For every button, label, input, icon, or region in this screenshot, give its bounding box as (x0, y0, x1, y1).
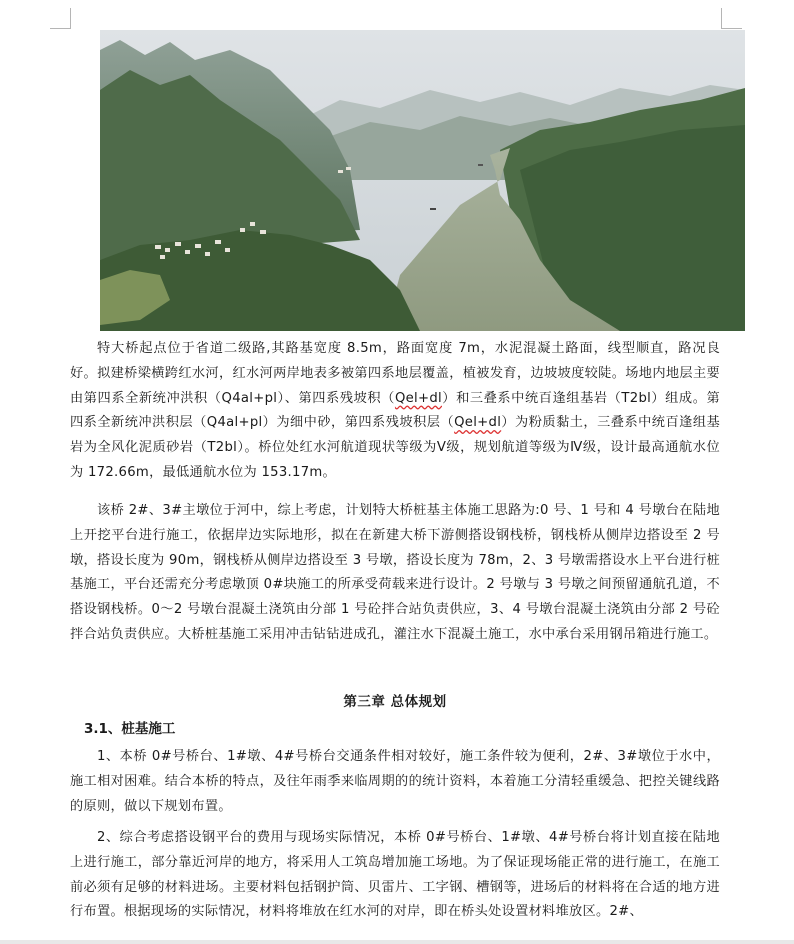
paragraph-item-2 (70, 826, 720, 925)
paragraph-text: 2、综合考虑搭设钢平台的费用与现场实际情况，本桥 0#号桥台、1#墩、4#号桥台将计划直接在陆地上进行施工，部分靠近河岸的地方，将采用人工筑岛增加施工场地。为了保证现场能正常的进行施工，在施工前必须有足够的材料进场。主要材料包括钢护筒、贝雷片、工字钢、槽钢等，进场后的材料将在合适的地方进行布置。根据现场的实际情况，材料将堆放在红水河的对岸，即在桥头处设置材料堆放区。2#、 (70, 830, 720, 920)
chapter-heading: 第三章 总体规划 (343, 694, 447, 710)
crop-mark-top-left (50, 8, 71, 29)
section-heading: 3.1、桩基施工 (84, 721, 176, 737)
paragraph-item-1 (70, 745, 720, 819)
photo-illustration (100, 30, 745, 331)
paragraph-text: ）和三叠系中统百逢组基岩（T2bl）组成。第四系全新统冲洪积层（Q4al+pl）为细中砂，第四系残坡积层（ (70, 390, 720, 431)
paragraph-text: ）为粉质黏土，三叠系中统百逢组基岩为全风化泥质砂岩（T2bl）。桥位处红水河航道现状等级为Ⅴ级，规划航道等级为Ⅳ级，设计最高通航水位为 172.66m，最低通航水位为 153.17m。 (70, 415, 720, 480)
paragraph-construction-plan (70, 499, 720, 648)
paragraph-text: 该桥 2#、3#主墩位于河中，综上考虑，计划特大桥桩基主体施工思路为:0 号、1 号和 4 号墩台在陆地上开挖平台进行施工，依据岸边实际地形，拟在在新建大桥下游侧搭设钢栈桥，钢栈桥从侧岸边搭设至 2 号墩，搭设长度为 90m，钢栈桥从侧岸边搭设至 3 号墩，搭设长度为 78m，2、3 号墩需搭设水上平台进行桩基施工，平台还需充分考虑墩顶 0#块施工的所承受荷载来进行设计。2 号墩与 3 号墩之间预留通航孔道，不搭设钢栈桥。0～2 号墩台混凝土浇筑由分部 1 号砼拌合站负责供应，3、4 号墩台混凝土浇筑由分部 2 号砼拌合站负责供应。大桥桩基施工采用冲击钻钻进成孔，灌注水下混凝土施工，水中承台采用钢吊箱进行施工。 (70, 503, 720, 642)
spellcheck-flagged-term: Qel+dl (394, 390, 442, 406)
river-valley-aerial-photo (100, 30, 745, 331)
crop-mark-top-right (721, 8, 742, 29)
paragraph-text: 1、本桥 0#号桥台、1#墩、4#号桥台交通条件相对较好，施工条件较为便利，2#、3#墩位于水中，施工相对困难。结合本桥的特点，及往年雨季来临周期的的统计资料，本着施工分清轻重缓急、把控关键线路的原则，做以下规划布置。 (70, 749, 720, 814)
paragraph-text: 特大桥起点位于省道二级路,其路基宽度 8.5m，路面宽度 7m，水泥混凝土路面，线型顺直，路况良好。拟建桥梁横跨红水河，红水河两岸地表多被第四系地层覆盖，植被发育，边坡坡度较陡。场地内地层主要由第四系全新统冲洪积（Q4al+pl）、第四系残坡积（ (70, 341, 720, 406)
page-bottom-edge (0, 940, 794, 944)
paragraph-site-description (70, 337, 720, 486)
spellcheck-flagged-term: Qel+dl (454, 415, 502, 431)
